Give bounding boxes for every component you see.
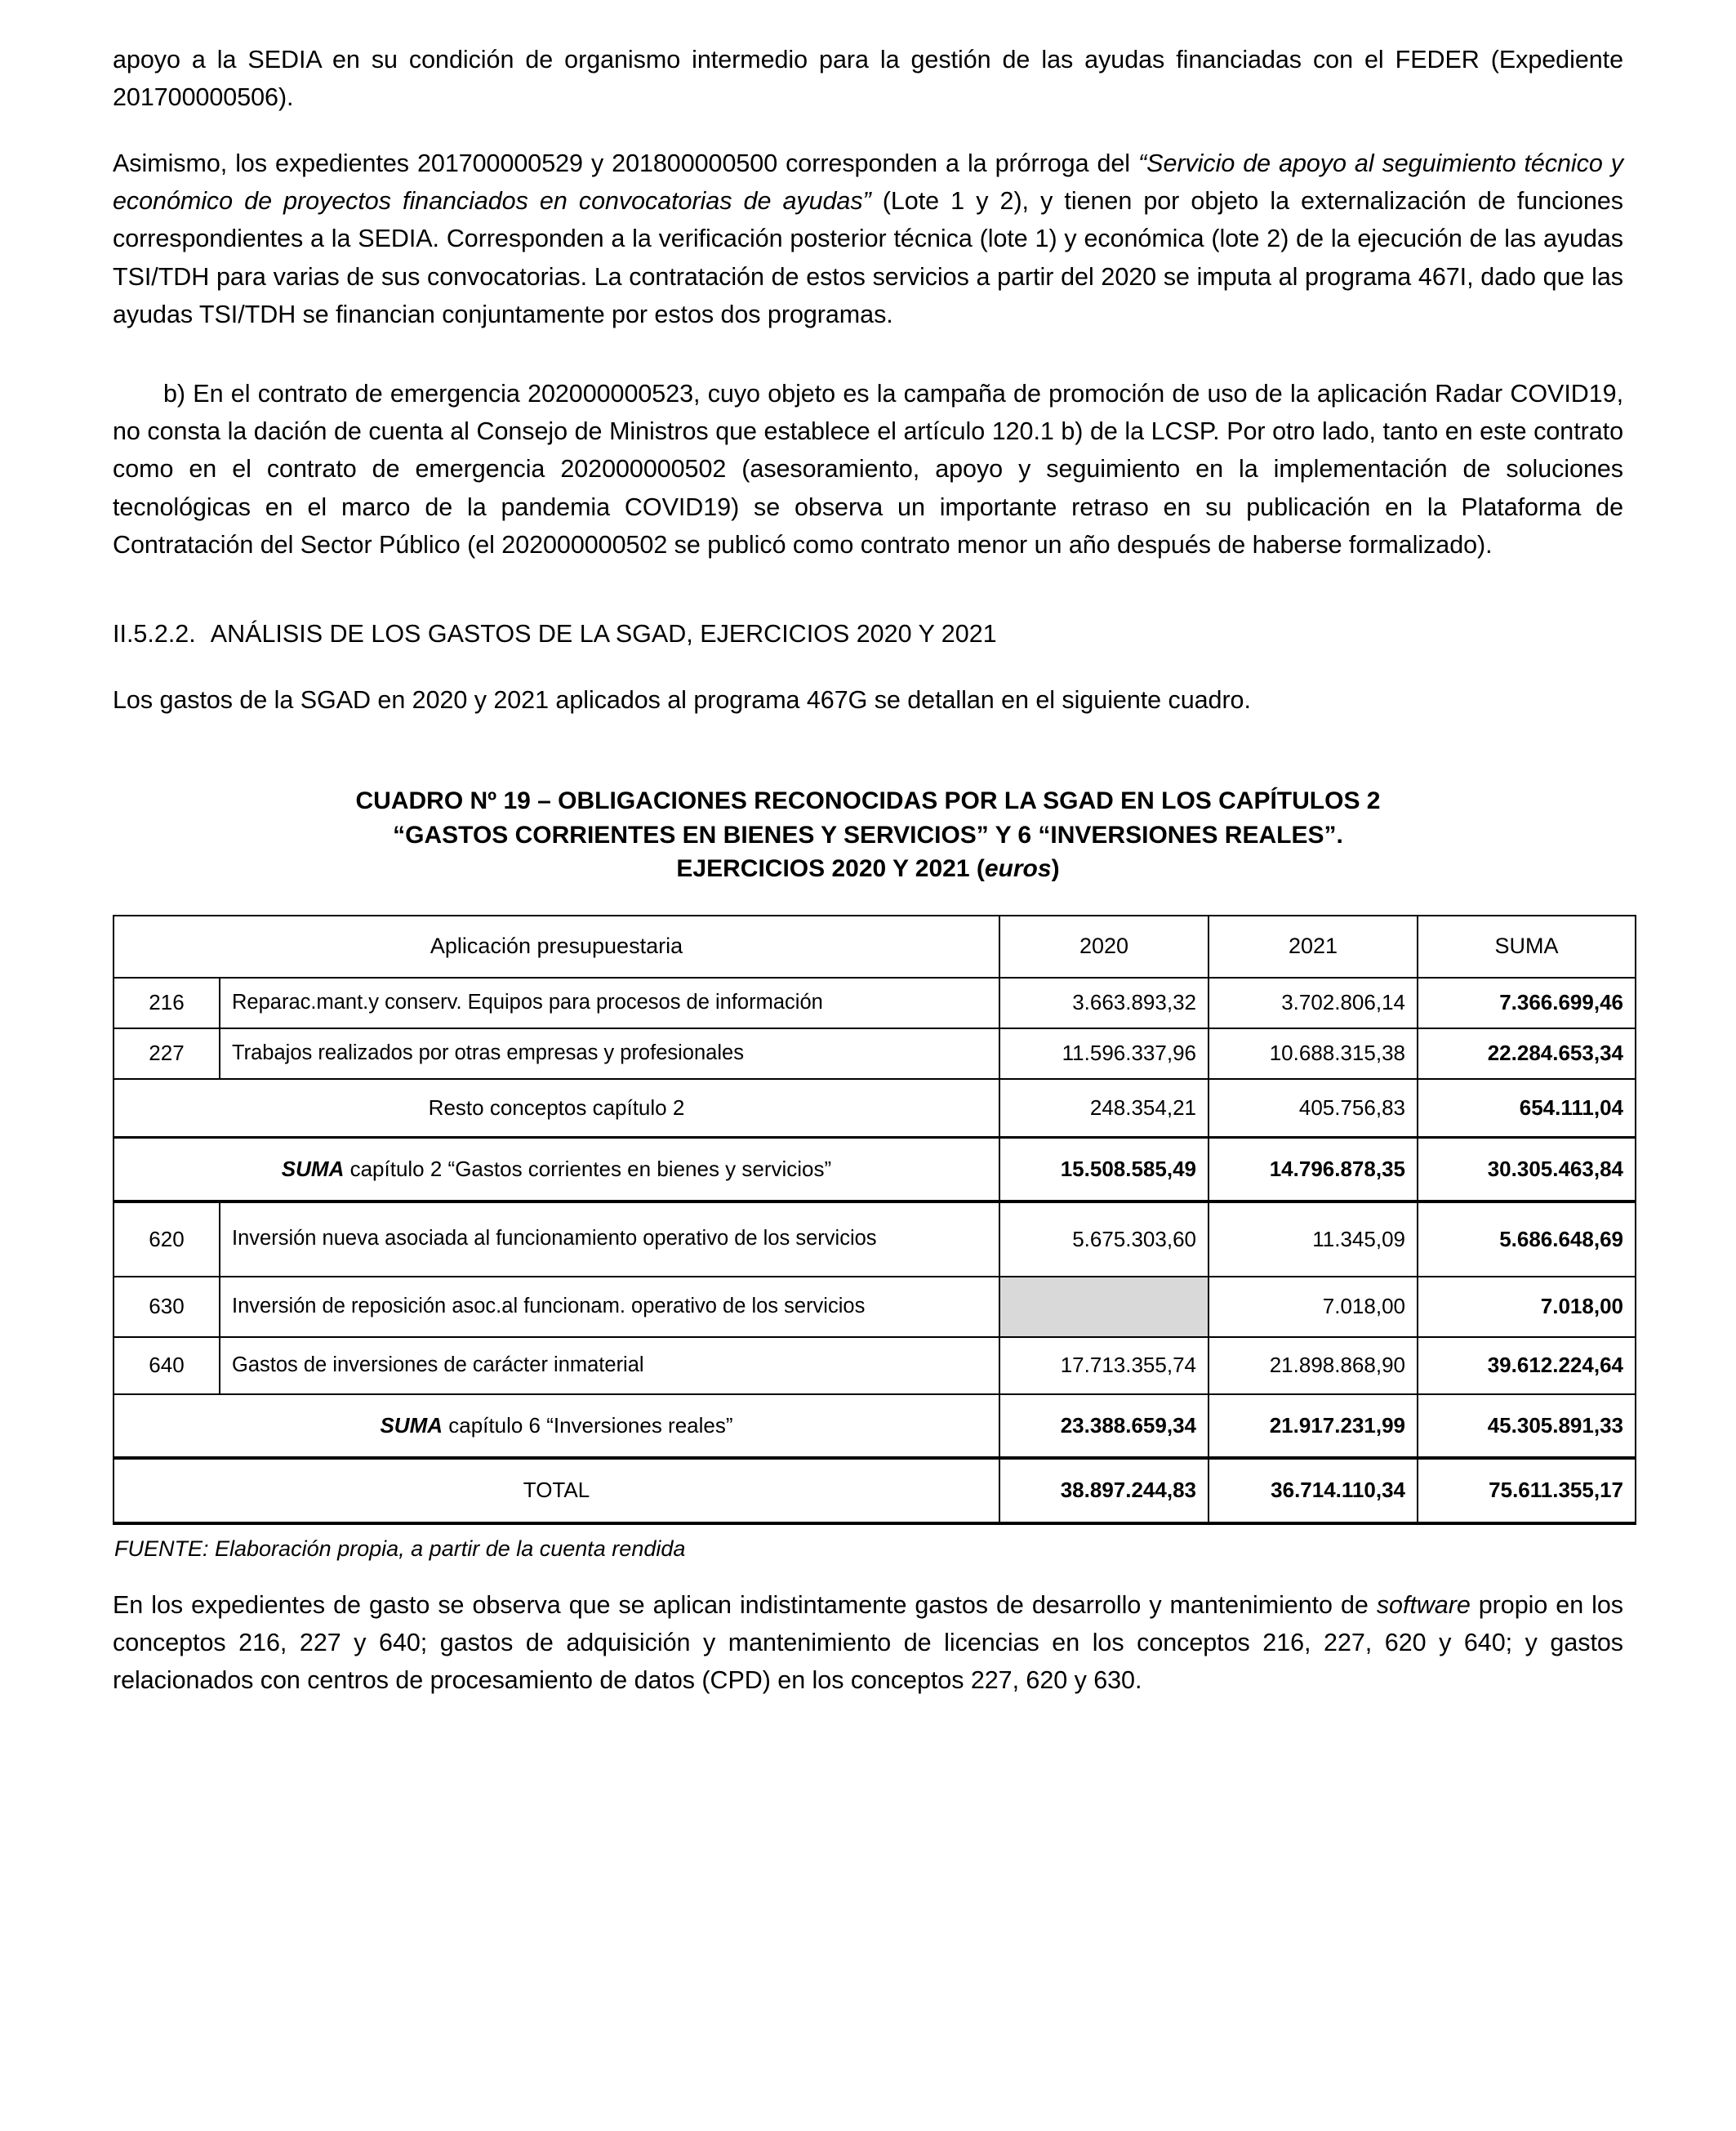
row-value-2020: 23.388.659,34: [999, 1394, 1209, 1458]
table-caption: [113, 784, 1623, 885]
row-description: [114, 1138, 999, 1201]
row-value-2020-empty: [999, 1277, 1209, 1337]
table-caption-euros: euros: [984, 854, 1052, 882]
row-code: 216: [114, 978, 220, 1028]
paragraph-sedia-feder-text: apoyo a la SEDIA en su condición de organismo intermedio para la gestión de las ayudas financiadas con el FEDER (Expediente 201700000506).: [113, 46, 1623, 112]
paragraph-gastos-sgad-intro-text: Los gastos de la SGAD en 2020 y 2021 aplicados al programa 467G se detallan en el siguiente cuadro.: [113, 686, 1251, 715]
table-row: [114, 1028, 1636, 1079]
row-code: 630: [114, 1277, 220, 1337]
row-value-2020: 15.508.585,49: [999, 1138, 1209, 1201]
row-value-suma: 7.018,00: [1418, 1277, 1636, 1337]
row-value-suma: 7.366.699,46: [1418, 978, 1636, 1028]
spacer: [113, 1562, 1623, 1586]
software-italic: software: [1376, 1590, 1471, 1619]
table-row: [114, 1337, 1636, 1394]
subtotal-suma-word: SUMA: [281, 1156, 345, 1181]
row-description: Inversión nueva asociada al funcionamiento operativo de los servicios: [220, 1201, 999, 1277]
paragraph-contrato-emergencia: [113, 375, 1623, 564]
table-row-subtotal: [114, 1394, 1636, 1458]
table-row: [114, 1079, 1636, 1138]
paragraph-expedientes-prorroga: [113, 145, 1623, 334]
row-code: 620: [114, 1201, 220, 1277]
table-row: [114, 1277, 1636, 1337]
row-description: [114, 1394, 999, 1458]
row-value-2021: 11.345,09: [1209, 1201, 1418, 1277]
header-year-2021: 2021: [1209, 916, 1418, 978]
row-description: Resto conceptos capítulo 2: [114, 1079, 999, 1138]
row-description: Trabajos realizados por otras empresas y profesionales: [220, 1028, 999, 1079]
row-value-2020: 17.713.355,74: [999, 1337, 1209, 1394]
row-code: 227: [114, 1028, 220, 1079]
row-value-2021: 7.018,00: [1209, 1277, 1418, 1337]
row-value-2020: 11.596.337,96: [999, 1028, 1209, 1079]
paragraph-expedientes-gasto-part2: propio en los conceptos 216, 227 y 640; gastos de adquisición y mantenimiento de licencias en los conceptos 216, 227, 620 y 640; y gastos relacionados con centros de procesamiento de datos (CPD) en los conceptos 227, 620 y 630.: [113, 1590, 1623, 1695]
table-row-total: [114, 1458, 1636, 1523]
row-value-2021: 36.714.110,34: [1209, 1458, 1418, 1523]
section-heading: [113, 616, 1623, 653]
subtotal-suma-word: SUMA: [380, 1412, 443, 1438]
row-value-2021: 14.796.878,35: [1209, 1138, 1418, 1201]
row-value-suma: 45.305.891,33: [1418, 1394, 1636, 1458]
table-row: [114, 978, 1636, 1028]
paragraph-expedientes-part1: Asimismo, los expedientes 201700000529 y 201800000500 corresponden a la prórroga del: [113, 149, 1139, 177]
row-description: Gastos de inversiones de carácter inmaterial: [220, 1337, 999, 1394]
row-value-suma: 654.111,04: [1418, 1079, 1636, 1138]
paragraph-sedia-feder: [113, 41, 1623, 117]
row-description: TOTAL: [114, 1458, 999, 1523]
row-value-2020: 248.354,21: [999, 1079, 1209, 1138]
paragraph-gastos-sgad-intro: [113, 681, 1623, 719]
row-value-2021: 10.688.315,38: [1209, 1028, 1418, 1079]
row-code: 640: [114, 1337, 220, 1394]
table-caption-line-3-prefix: EJERCICIOS 2020 Y 2021 (: [676, 854, 985, 882]
spacer: [113, 591, 1623, 616]
table-row: [114, 1201, 1636, 1277]
subtotal-label-rest: capítulo 6 “Inversiones reales”: [443, 1412, 733, 1438]
row-value-2021: 21.917.231,99: [1209, 1394, 1418, 1458]
table-caption-line-3: [136, 852, 1600, 885]
row-value-suma: 75.611.355,17: [1418, 1458, 1636, 1523]
row-value-suma: 5.686.648,69: [1418, 1201, 1636, 1277]
row-description: Inversión de reposición asoc.al funcionam. operativo de los servicios: [220, 1277, 999, 1337]
subtotal-label-rest: capítulo 2 “Gastos corrientes en bienes y servicios”: [344, 1156, 832, 1181]
row-value-suma: 30.305.463,84: [1418, 1138, 1636, 1201]
budget-obligations-table: [113, 915, 1636, 1525]
table-caption-line-1: CUADRO Nº 19 – OBLIGACIONES RECONOCIDAS POR LA SGAD EN LOS CAPÍTULOS 2: [355, 787, 1381, 815]
row-value-2021: 21.898.868,90: [1209, 1337, 1418, 1394]
row-value-suma: 39.612.224,64: [1418, 1337, 1636, 1394]
header-year-2020: 2020: [999, 916, 1209, 978]
row-value-2020: 3.663.893,32: [999, 978, 1209, 1028]
header-aplicacion-presupuestaria: Aplicación presupuestaria: [114, 916, 999, 978]
row-value-2021: 405.756,83: [1209, 1079, 1418, 1138]
section-title: ANÁLISIS DE LOS GASTOS DE LA SGAD, EJERCICIOS 2020 Y 2021: [210, 620, 997, 649]
table-caption-line-2: “GASTOS CORRIENTES EN BIENES Y SERVICIOS” Y 6 “INVERSIONES REALES”.: [393, 821, 1343, 849]
paragraph-expedientes-part2: (Lote 1 y 2), y tienen por objeto la externalización de funciones correspondientes a la SEDIA. Corresponden a la verificación posterior técnica (lote 1) y económica (lote 2) de la ejecución de las ayudas TSI/TDH para varias de sus convocatorias. La contratación de estos servicios a partir del 2020 se imputa al programa 467I, dado que las ayudas TSI/TDH se financian conjuntamente por estos dos programas.: [113, 187, 1623, 329]
header-suma: SUMA: [1418, 916, 1636, 978]
row-value-2020: 5.675.303,60: [999, 1201, 1209, 1277]
table-header-row: [114, 916, 1636, 978]
spacer: [113, 747, 1623, 784]
table-row-subtotal: [114, 1138, 1636, 1201]
spacer: [113, 362, 1623, 375]
service-title-italic: “Servicio de apoyo al seguimiento técnico y económico de proyectos financiados en convocatorias de ayudas”: [113, 149, 1623, 216]
row-description: Reparac.mant.y conserv. Equipos para procesos de información: [220, 978, 999, 1028]
row-value-2021: 3.702.806,14: [1209, 978, 1418, 1028]
section-number: II.5.2.2.: [113, 620, 196, 649]
paragraph-contrato-emergencia-text: b) En el contrato de emergencia 202000000523, cuyo objeto es la campaña de promoción de uso de la aplicación Radar COVID19, no consta la dación de cuenta al Consejo de Ministros que establece el artículo 120.1 b) de la LCSP. Por otro lado, tanto en este contrato como en el contrato de emergencia 202000000502 (asesoramiento, apoyo y seguimiento en la implementación de soluciones tecnológicas en el marco de la pandemia COVID19) se observa un importante retraso en su publicación en la Plataforma de Contratación del Sector Público (el 202000000502 se publicó como contrato menor un año después de haberse formalizado).: [113, 379, 1623, 559]
row-value-suma: 22.284.653,34: [1418, 1028, 1636, 1079]
table-caption-line-3-suffix: ): [1051, 854, 1060, 882]
paragraph-expedientes-gasto: [113, 1586, 1623, 1700]
row-value-2020: 38.897.244,83: [999, 1458, 1209, 1523]
table-source-note: FUENTE: Elaboración propia, a partir de la cuenta rendida: [114, 1536, 686, 1561]
paragraph-expedientes-gasto-part1: En los expedientes de gasto se observa que se aplican indistintamente gastos de desarrollo y mantenimiento de: [113, 1590, 1377, 1619]
